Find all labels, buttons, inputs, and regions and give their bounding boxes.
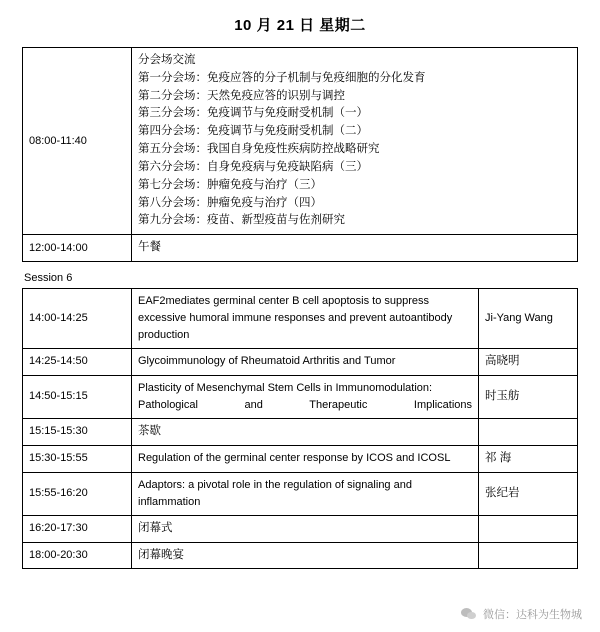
table-row [23, 349, 578, 376]
list-item: 第七分会场：肿瘤免疫与治疗（三） [138, 178, 322, 191]
talk-title-cell: 闭幕晚宴 [132, 542, 479, 569]
time-cell: 08:00-11:40 [23, 48, 132, 235]
time-cell: 15:30-15:55 [23, 445, 132, 472]
speaker-cell: 祁 海 [479, 445, 578, 472]
time-cell: 12:00-14:00 [23, 235, 132, 262]
speaker-cell [479, 515, 578, 542]
speaker-cell [479, 418, 578, 445]
table-row [23, 418, 578, 445]
talk-title-cell: EAF2mediates germinal center B cell apoptosis to suppress excessive humoral immune responses and prevent autoantibody production [132, 288, 479, 348]
talk-title-cell: Plasticity of Mesenchymal Stem Cells in Immunomodulation: Pathological and Therapeutic Implications [132, 375, 479, 418]
speaker-cell: 时玉舫 [479, 375, 578, 418]
time-cell: 18:00-20:30 [23, 542, 132, 569]
table-row [23, 288, 578, 348]
table-row [23, 48, 578, 235]
list-item: 第二分会场：天然免疫应答的识别与调控 [138, 89, 345, 102]
time-cell: 14:00-14:25 [23, 288, 132, 348]
page-title: 10 月 21 日 星期二 [234, 17, 366, 34]
list-item: 第九分会场：疫苗、新型疫苗与佐剂研究 [138, 214, 345, 227]
time-cell: 14:50-15:15 [23, 375, 132, 418]
activity-cell: 午餐 [132, 235, 578, 262]
list-item: 第三分会场：免疫调节与免疫耐受机制（一） [138, 107, 368, 120]
table-row [23, 235, 578, 262]
speaker-cell: 高晓明 [479, 349, 578, 376]
session-label: Session 6 [24, 271, 73, 284]
table-row [23, 472, 578, 515]
list-item: 第四分会场：免疫调节与免疫耐受机制（二） [138, 125, 368, 138]
list-item: 第一分会场：免疫应答的分子机制与免疫细胞的分化发育 [138, 71, 426, 84]
table-row [23, 375, 578, 418]
list-item: 第五分会场：我国自身免疫性疾病防控战略研究 [138, 143, 380, 156]
wechat-icon [461, 608, 477, 621]
speaker-cell [479, 542, 578, 569]
table-row [23, 445, 578, 472]
table-row [23, 542, 578, 569]
talk-title-cell: 闭幕式 [132, 515, 479, 542]
table-row [23, 515, 578, 542]
session-list-cell [132, 48, 578, 235]
speaker-cell: Ji-Yang Wang [479, 288, 578, 348]
morning-schedule-table [22, 47, 578, 262]
talk-title-cell: Adaptors: a pivotal role in the regulation of signaling and inflammation [132, 472, 479, 515]
talk-title-cell: 茶歇 [132, 418, 479, 445]
list-item: 第八分会场：肿瘤免疫与治疗（四） [138, 196, 322, 209]
footer-watermark [461, 606, 582, 622]
talk-title-cell: Glycoimmunology of Rheumatoid Arthritis and Tumor [132, 349, 479, 376]
speaker-cell: 张纪岩 [479, 472, 578, 515]
time-cell: 15:55-16:20 [23, 472, 132, 515]
footer-text: 微信：达科为生物城 [483, 609, 582, 621]
time-cell: 15:15-15:30 [23, 418, 132, 445]
list-item: 第六分会场：自身免疫病与免疫缺陷病（三） [138, 160, 368, 173]
session6-schedule-table [22, 288, 578, 569]
talk-title-cell: Regulation of the germinal center response by ICOS and ICOSL [132, 445, 479, 472]
time-cell: 16:20-17:30 [23, 515, 132, 542]
list-item: 分会场交流 [138, 54, 196, 66]
time-cell: 14:25-14:50 [23, 349, 132, 376]
